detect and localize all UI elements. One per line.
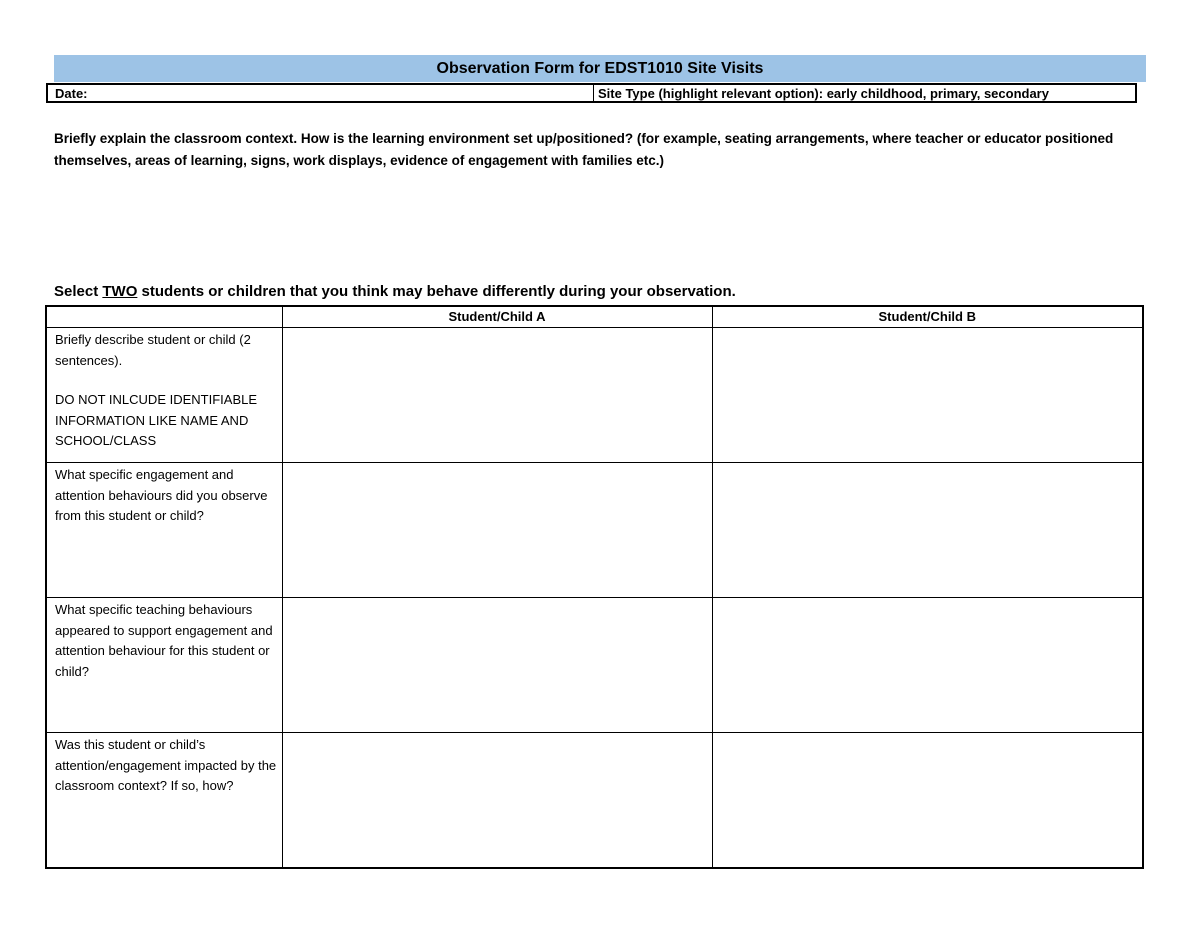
select-heading-suffix: students or children that you think may behave differently during your observation. <box>137 283 736 300</box>
form-title: Observation Form for EDST1010 Site Visits <box>54 55 1146 82</box>
question-text: What specific engagement and attention behaviours did you observe from this student or child? <box>55 467 268 523</box>
child-b-answer-cell[interactable] <box>712 733 1143 869</box>
table-row <box>46 733 1143 869</box>
table-row <box>46 328 1143 463</box>
header-info-row <box>46 83 1137 103</box>
select-students-heading <box>54 282 1054 302</box>
child-b-answer-cell[interactable] <box>712 328 1143 463</box>
child-a-answer-cell[interactable] <box>282 463 712 598</box>
child-b-answer-cell[interactable] <box>712 463 1143 598</box>
table-header-row <box>46 306 1143 328</box>
column-header-child-a: Student/Child A <box>282 306 712 328</box>
column-header-question <box>46 306 282 328</box>
classroom-context-prompt: Briefly explain the classroom context. How is the learning environment set up/positioned? (for example, seating arrangements, where teacher or educator positioned themselves, areas of learning, signs, work displays, evidence of engagement with families etc.) <box>54 131 1114 168</box>
table-row <box>46 463 1143 598</box>
select-heading-emphasis: TWO <box>102 283 138 300</box>
row-question-cell <box>46 328 282 463</box>
row-question-cell <box>46 463 282 598</box>
row-question-cell <box>46 598 282 733</box>
child-b-answer-cell[interactable] <box>712 598 1143 733</box>
observation-table <box>45 305 1144 869</box>
question-text: Briefly describe student or child (2 sentences). <box>55 332 251 368</box>
column-header-child-b: Student/Child B <box>712 306 1143 328</box>
select-heading-prefix: Select <box>54 283 103 300</box>
child-a-answer-cell[interactable] <box>282 328 712 463</box>
child-a-answer-cell[interactable] <box>282 598 712 733</box>
identifiable-info-note: DO NOT INLCUDE IDENTIFIABLE INFORMATION LIKE NAME AND SCHOOL/CLASS <box>55 392 258 448</box>
date-field[interactable]: Date: <box>48 85 594 101</box>
question-text: Was this student or child’s attention/engagement impacted by the classroom context? If so, how? <box>55 737 277 793</box>
row-question-cell <box>46 733 282 869</box>
site-type-field[interactable]: Site Type (highlight relevant option): early childhood, primary, secondary <box>598 86 1049 101</box>
question-text: What specific teaching behaviours appeared to support engagement and attention behaviour for this student or child? <box>55 602 273 679</box>
child-a-answer-cell[interactable] <box>282 733 712 869</box>
table-row <box>46 598 1143 733</box>
